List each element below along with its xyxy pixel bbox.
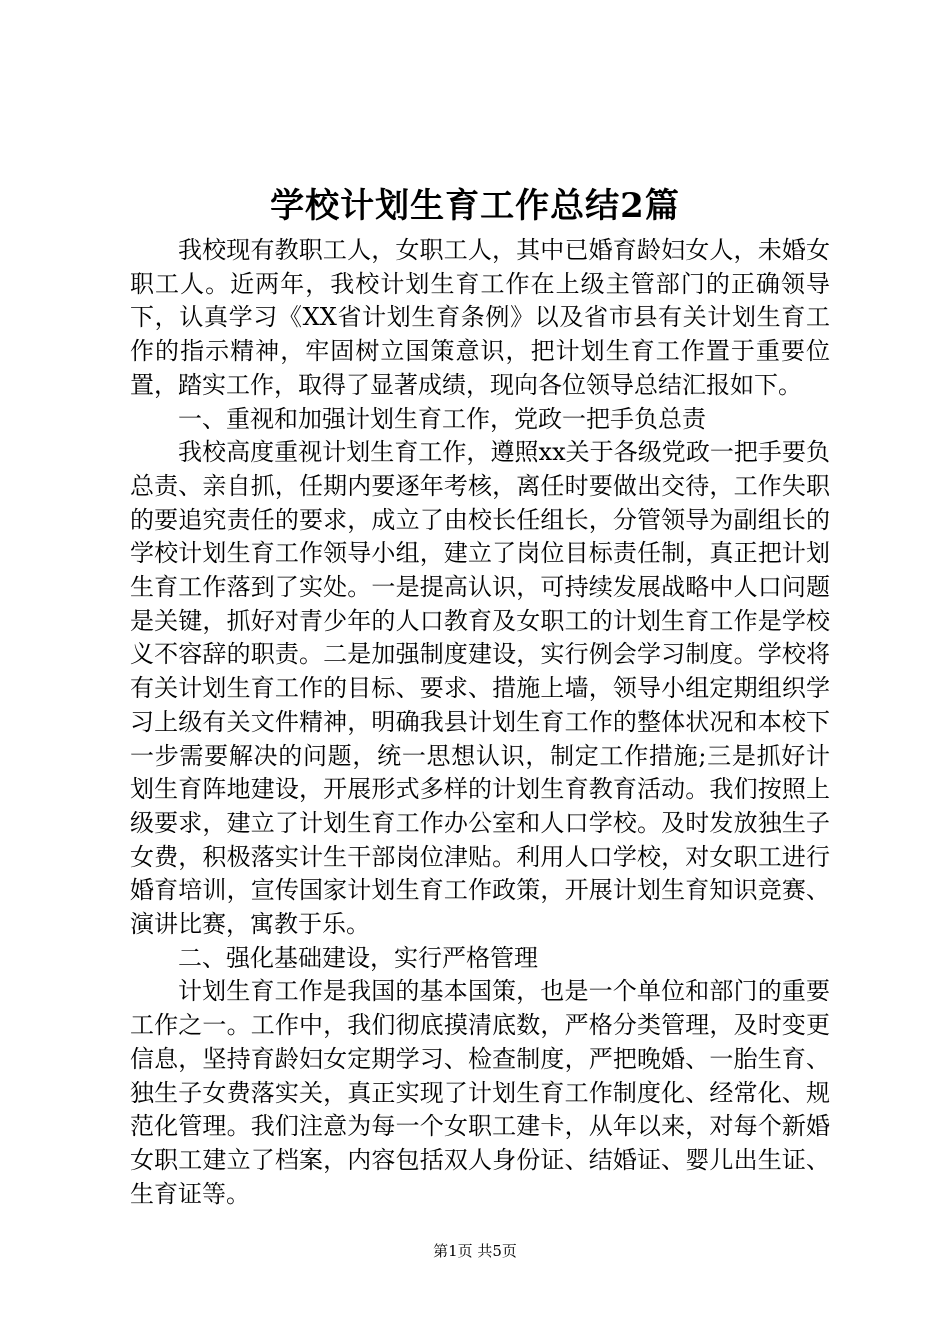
page-number-footer: 第1页 共5页 <box>433 1242 517 1260</box>
document-title: 学校计划生育工作总结2篇 <box>270 186 680 226</box>
section-heading-2: 二、强化基础建设，实行严格管理 <box>178 943 538 972</box>
section-1-paragraph: 我校高度重视计划生育工作，遵照xx关于各级党政一把手要负总责、亲自抓，任期内要逐年考核，离任时要做出交待，工作失职的要追究责任的要求，成立了由校长任组长，分管领导为副组长的学校计划生育工作领导小组，建立了岗位目标责任制，真正把计划生育工作落到了实处。一是提高认识，可持续发展战略中人口问题是关键，抓好对青少年的人口教育及女职工的计划生育工作是学校义不容辞的职责。二是加强制度建设，实行例会学习制度。学校将有关计划生育工作的目标、要求、措施上墙，领导小组定期组织学习上级有关文件精神，明确我县计划生育工作的整体状况和本校下一步需要解决的问题，统一思想认识，制定工作措施;三是抓好计划生育阵地建设，开展形式多样的计划生育教育活动。我们按照上级要求，建立了计划生育工作办公室和人口学校。及时发放独生子女费，积极落实计生干部岗位津贴。利用人口学校，对女职工进行婚育培训，宣传国家计划生育工作政策，开展计划生育知识竞赛、演讲比赛，寓教于乐。 <box>130 438 830 939</box>
section-heading-1: 一、重视和加强计划生育工作，党政一把手负总责 <box>178 404 706 433</box>
document-body <box>130 234 830 1211</box>
section-2-paragraph: 计划生育工作是我国的基本国策，也是一个单位和部门的重要工作之一。工作中，我们彻底摸清底数，严格分类管理，及时变更信息，坚持育龄妇女定期学习、检查制度，严把晚婚、一胎生育、独生子女费落实关，真正实现了计划生育工作制度化、经常化、规范化管理。我们注意为每一个女职工建卡，从年以来，对每个新婚女职工建立了档案，内容包括双人身份证、结婚证、婴儿出生证、生育证等。 <box>130 977 830 1208</box>
intro-paragraph: 我校现有教职工人，女职工人，其中已婚育龄妇女人，未婚女职工人。近两年，我校计划生育工作在上级主管部门的正确领导下，认真学习《XX省计划生育条例》以及省市县有关计划生育工作的指示精神，牢固树立国策意识，把计划生育工作置于重要位置，踏实工作，取得了显著成绩，现向各位领导总结汇报如下。 <box>130 236 830 399</box>
